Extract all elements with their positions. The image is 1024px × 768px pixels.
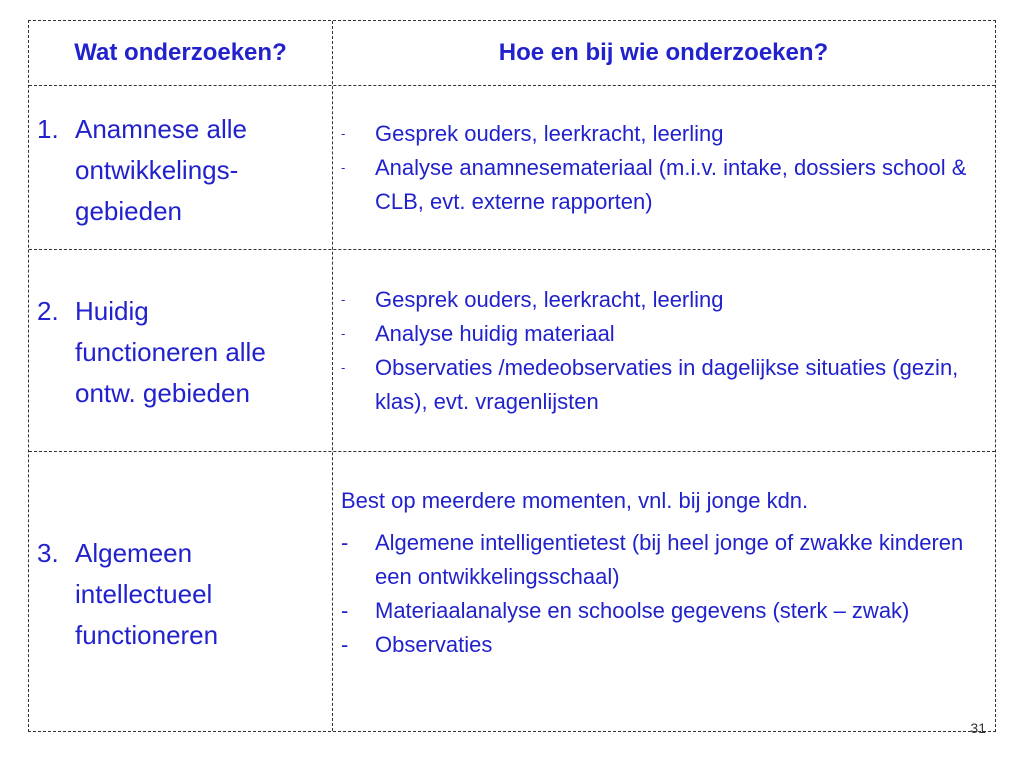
row-2-title-line: Huidig (75, 296, 149, 326)
row-2-title (75, 291, 327, 414)
row-divider-2 (29, 451, 995, 452)
row-1-number: 1. (37, 114, 59, 144)
list-item (337, 151, 989, 219)
list-item (337, 628, 989, 662)
row-3-methods (341, 484, 989, 662)
list-item-text: Gesprek ouders, leerkracht, leerling (375, 121, 724, 146)
row-2-method-list (337, 283, 989, 419)
row-3-method-list (337, 526, 989, 662)
row-2-methods (337, 283, 989, 419)
list-item (337, 594, 989, 628)
list-item-text: Algemene intelligentietest (bij heel jonge of zwakke kinderen een ontwikkelingsschaal) (375, 530, 964, 589)
page-number: 31 (970, 720, 986, 736)
list-item-text: Observaties (375, 632, 493, 657)
bullet-dash: - (341, 360, 346, 375)
row-divider-1 (29, 249, 995, 250)
row-1-topic (37, 109, 327, 232)
bullet-dash: - (341, 530, 349, 555)
row-3-title (75, 533, 327, 656)
row-3-intro: Best op meerdere momenten, vnl. bij jonge kdn. (341, 488, 809, 513)
list-item-text: Observaties /medeobservaties in dagelijkse situaties (gezin, klas), evt. vragenlijsten (375, 355, 959, 414)
table (28, 20, 996, 732)
row-2-title-line: functioneren alle (75, 337, 266, 367)
bullet-dash: - (341, 292, 346, 307)
bullet-dash: - (341, 632, 349, 657)
row-1-method-list (337, 117, 989, 219)
row-1-title (75, 109, 327, 232)
list-item-text: Materiaalanalyse en schoolse gegevens (sterk – zwak) (375, 598, 910, 623)
row-2-number: 2. (37, 296, 59, 326)
list-item (337, 317, 989, 351)
row-3-title-line: functioneren (75, 620, 219, 650)
list-item (337, 526, 989, 594)
row-1-title-line: ontwikkelings- (75, 155, 239, 185)
bullet-dash: - (341, 326, 346, 341)
row-3-title-line: Algemeen (75, 538, 193, 568)
column-divider (332, 21, 333, 731)
header-how: Hoe en bij wie onderzoeken? (498, 39, 829, 66)
list-item-text: Analyse huidig materiaal (375, 321, 615, 346)
bullet-dash: - (341, 160, 346, 175)
row-3-title-line: intellectueel (75, 579, 213, 609)
list-item-text: Analyse anamnesemateriaal (m.i.v. intake, dossiers school & CLB, evt. externe rapporten) (375, 155, 967, 214)
row-1-title-line: gebieden (75, 196, 182, 226)
bullet-dash: - (341, 126, 346, 141)
list-item (337, 351, 989, 419)
row-divider-header (29, 85, 995, 86)
list-item-text: Gesprek ouders, leerkracht, leerling (375, 287, 724, 312)
row-2-title-line: ontw. gebieden (75, 378, 250, 408)
row-3-topic (37, 533, 327, 656)
row-3-number: 3. (37, 538, 59, 568)
list-item (337, 117, 989, 151)
row-1-methods (337, 117, 989, 219)
list-item (337, 283, 989, 317)
row-2-topic (37, 291, 327, 414)
header-what: Wat onderzoeken? (74, 39, 287, 66)
row-1-title-line: Anamnese alle (75, 114, 247, 144)
bullet-dash: - (341, 598, 349, 623)
